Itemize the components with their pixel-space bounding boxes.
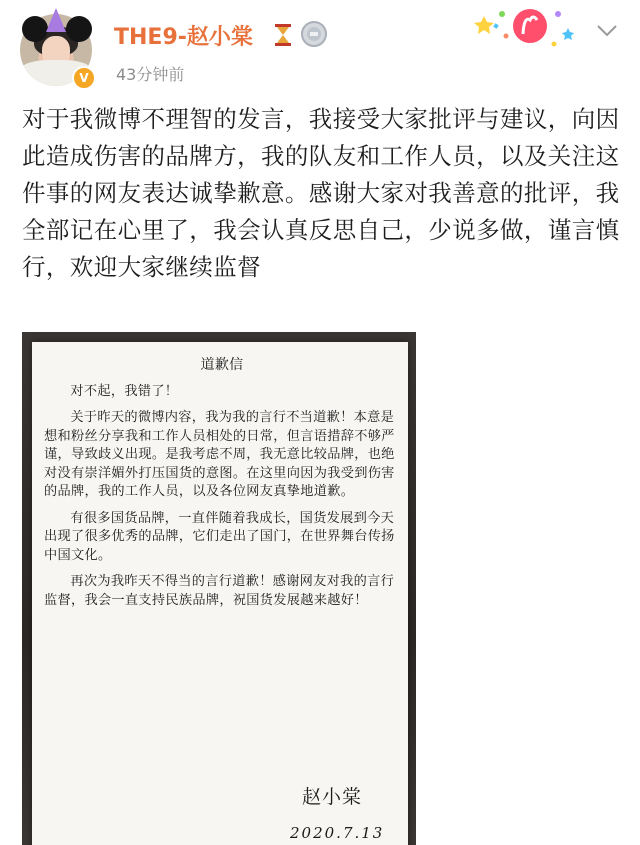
verified-badge-icon: V [72,66,96,90]
post-timestamp: 43分钟前 [116,65,185,84]
username[interactable]: THE9-赵小棠 [114,25,253,50]
letter-paragraph: 再次为我昨天不得当的言行道歉！感谢网友对我的言行监督，我会一直支持民族品牌，祝国货发展越来越好！ [44,574,395,608]
letter-signature: 赵小棠 [302,786,363,808]
letter-paragraph: 有很多国货品牌，一直伴随着我成长，国货发展到今天出现了很多优秀的品牌，它们走出了国门，在世界舞台传扬中国文化。 [44,510,395,563]
medal-icon[interactable] [300,20,328,48]
letter-title: 道歉信 [200,357,244,373]
hourglass-icon [274,24,292,46]
avatar[interactable] [20,14,92,86]
letter-paragraph: 关于昨天的微博内容，我为我的言行不当道歉！本意是想和粉丝分享我和工作人员相处的日常，但言语措辞不够严谨，导致歧义出现。是我考虑不周，我无意比较品牌，也绝对没有崇洋媚外打压国货的意图。在这里向因为我受到伤害的品牌，我的工作人员，以及各位网友真挚地道歉。 [44,410,395,499]
post-header [0,0,640,100]
letter-paper [32,342,408,845]
letter-greeting: 对不起，我错了！ [70,383,179,399]
decoration-sticker-icon [470,6,580,50]
post-text: 对于我微博不理智的发言，我接受大家批评与建议，向因此造成伤害的品牌方，我的队友和工作人员，以及关注这件事的网友表达诚挚歉意。感谢大家对我善意的批评，我全部记在心里了，我会认真反思自己，少说多做，谨言慎行，欢迎大家继续监督 [22,105,620,281]
avatar-ear-right [66,16,92,42]
handwritten-letter [44,352,400,618]
avatar-ear-left [22,16,48,42]
chevron-down-icon[interactable] [596,24,618,38]
party-hat-icon [46,8,66,32]
letter-date: 2020.7.13 [290,824,385,842]
letter-photo[interactable] [22,332,416,845]
